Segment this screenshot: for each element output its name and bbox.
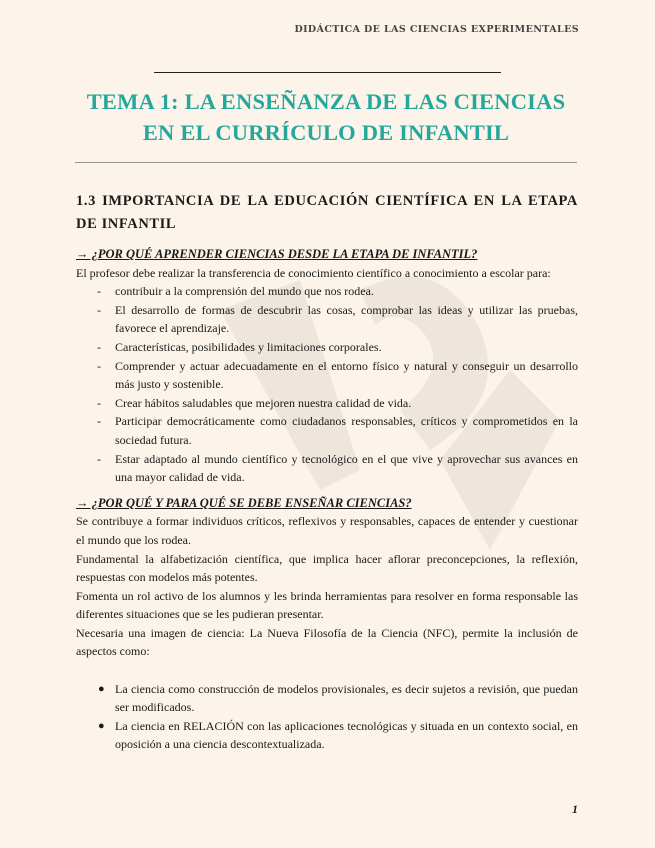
list-item-text: Crear hábitos saludables que mejoren nuestra calidad de vida. bbox=[115, 395, 412, 410]
paragraph: Fundamental la alfabetización científica, que implica hacer aflorar preconcepciones, la reflexión, respuestas con modelos más potentes. bbox=[76, 551, 578, 585]
question-heading-2: → ¿POR QUÉ Y PARA QUÉ SE DEBE ENSEÑAR CIENCIAS? bbox=[76, 495, 412, 510]
section-heading: 1.3 IMPORTANCIA DE LA EDUCACIÓN CIENTÍFICA EN LA ETAPA DE INFANTIL bbox=[76, 193, 578, 232]
bullet-marker: ● bbox=[98, 719, 105, 732]
title-line-1: TEMA 1: LA ENSEÑANZA DE LAS CIENCIAS bbox=[86, 89, 566, 114]
dash-marker: - bbox=[97, 451, 101, 466]
list-item-text: Características, posibilidades y limitaciones corporales. bbox=[115, 339, 382, 354]
dash-marker: - bbox=[97, 339, 101, 354]
paragraph: Fomenta un rol activo de los alumnos y les brinda herramientas para resolver en forma responsable las diferentes situaciones que se les pudieran presentar. bbox=[76, 588, 578, 622]
paragraph: Necesaria una imagen de ciencia: La Nueva Filosofía de la Ciencia (NFC), permite la inclusión de aspectos como: bbox=[76, 625, 578, 659]
dash-marker: - bbox=[97, 395, 101, 410]
paragraph: Se contribuye a formar individuos críticos, reflexivos y responsables, capaces de entender y cuestionar el mundo que los rodea. bbox=[76, 514, 578, 547]
spacer bbox=[76, 487, 578, 494]
bullet-marker: ● bbox=[98, 682, 105, 695]
list-item-text: Comprender y actuar adecuadamente en el entorno físico y natural y conseguir un desarrollo más justo y sostenible. bbox=[115, 358, 578, 392]
dash-marker: - bbox=[97, 414, 101, 429]
list-item bbox=[76, 357, 578, 394]
dash-marker: - bbox=[97, 284, 101, 299]
page-title bbox=[75, 86, 577, 148]
running-header: DIDÁCTICA DE LAS CIENCIAS EXPERIMENTALES bbox=[294, 24, 579, 35]
list-item-text: La ciencia como construcción de modelos provisionales, es decir sujetos a revisión, que puedan ser modificados. bbox=[115, 681, 578, 715]
dash-marker: - bbox=[97, 302, 101, 317]
list-item bbox=[76, 412, 578, 449]
list-item bbox=[76, 301, 578, 338]
intro-paragraph: El profesor debe realizar la transferencia de conocimiento científico a conocimiento a escolar para: bbox=[76, 265, 551, 280]
title-rule-top bbox=[154, 72, 501, 73]
document-body bbox=[76, 190, 578, 754]
question-heading-1: → ¿POR QUÉ APRENDER CIENCIAS DESDE LA ETAPA DE INFANTIL? bbox=[76, 247, 478, 261]
title-rule-bottom bbox=[75, 162, 577, 163]
list-item-text: El desarrollo de formas de descubrir las cosas, comprobar las ideas y utilizar las pruebas, favorece el aprendizaje. bbox=[115, 302, 578, 336]
list-item bbox=[76, 338, 578, 357]
list-item bbox=[76, 680, 578, 717]
list-item bbox=[76, 394, 578, 413]
list-item-text: contribuir a la comprensión del mundo que nos rodea. bbox=[115, 284, 374, 299]
list-item bbox=[76, 450, 578, 487]
dash-marker: - bbox=[97, 358, 101, 373]
list-item bbox=[76, 717, 578, 754]
list-item-text: Participar democráticamente como ciudadanos responsables, críticos y comprometidos en la sociedad futura. bbox=[115, 414, 578, 447]
list-item bbox=[76, 282, 578, 301]
dash-list bbox=[76, 282, 578, 487]
list-item-text: La ciencia en RELACIÓN con las aplicaciones tecnológicas y situada en un contexto social, en oposición a una ciencia descontextualizada. bbox=[115, 718, 578, 752]
title-line-2: EN EL CURRÍCULO DE INFANTIL bbox=[142, 120, 510, 145]
list-item-text: Estar adaptado al mundo científico y tecnológico en el que vive y aprovechar sus avances en una mayor calidad de vida. bbox=[115, 451, 578, 485]
bullet-list bbox=[76, 680, 578, 754]
page-number: 1 bbox=[572, 802, 578, 816]
